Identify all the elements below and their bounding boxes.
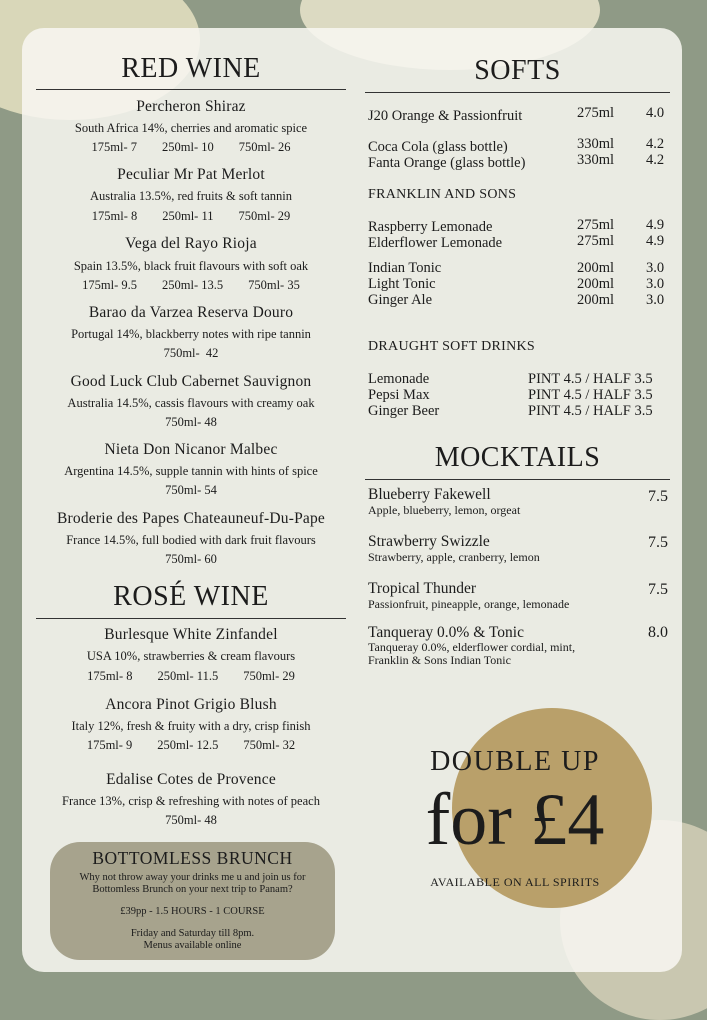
wine-description: Portugal 14%, blackberry notes with ripe tannin [71, 327, 311, 341]
wine-prices: 175ml- 7 250ml- 10 750ml- 26 [91, 140, 291, 154]
wine-description: Australia 14.5%, cassis flavours with creamy oak [67, 396, 315, 410]
brunch-price: £39pp - 1.5 HOURS - 1 COURSE [120, 906, 265, 917]
wine-description: USA 10%, strawberries & cream flavours [86, 649, 296, 663]
mocktail-name: Blueberry Fakewell [368, 486, 491, 503]
soft-drink-size: 200ml [577, 260, 615, 276]
draught-heading: DRAUGHT SOFT DRINKS [368, 339, 535, 354]
soft-drink-price: 3.0 [646, 260, 665, 276]
mocktail-price: 7.5 [648, 534, 668, 551]
wine-description: Australia 13.5%, red fruits & soft tannin [89, 189, 293, 203]
soft-drink-price: 3.0 [646, 292, 665, 308]
red-wine-heading: RED WINE [121, 53, 261, 84]
mocktail-name: Tanqueray 0.0% & Tonic [368, 624, 524, 641]
soft-drink-size: 275ml [577, 105, 615, 121]
wine-prices: 750ml- 48 [165, 813, 217, 827]
soft-drink-price: 4.9 [646, 233, 665, 249]
franklin-heading: FRANKLIN AND SONS [368, 187, 517, 202]
soft-drink-size: 200ml [577, 292, 615, 308]
wine-name: Percheron Shiraz [136, 98, 246, 115]
mocktail-name: Strawberry Swizzle [368, 533, 490, 550]
wine-name: Vega del Rayo Rioja [125, 235, 257, 252]
wine-description: France 13%, crisp & refreshing with notes of peach [62, 794, 320, 808]
softs-heading: SOFTS [474, 55, 561, 86]
wine-description: Argentina 14.5%, supple tannin with hints of spice [64, 464, 318, 478]
wine-name: Good Luck Club Cabernet Sauvignon [70, 373, 312, 390]
divider [36, 618, 346, 619]
brunch-title: BOTTOMLESS BRUNCH [92, 848, 293, 868]
soft-drink-size: 275ml [577, 233, 615, 249]
draught-drink-price: PINT 4.5 / HALF 3.5 [528, 387, 653, 403]
mocktail-description: Strawberry, apple, cranberry, lemon [368, 550, 540, 564]
draught-drink-name: Ginger Beer [368, 403, 440, 419]
soft-drink-name: Fanta Orange (glass bottle) [368, 155, 526, 171]
wine-description: Spain 13.5%, black fruit flavours with soft oak [73, 259, 309, 273]
wine-name: Barao da Varzea Reserva Douro [88, 304, 294, 321]
promo-title: DOUBLE UP [430, 746, 600, 777]
wine-name: Peculiar Mr Pat Merlot [117, 166, 265, 183]
draught-drink-price: PINT 4.5 / HALF 3.5 [528, 403, 653, 419]
draught-drink-name: Lemonade [368, 371, 430, 387]
mocktail-price: 7.5 [648, 581, 668, 598]
soft-drink-price: 4.0 [646, 105, 665, 121]
divider [365, 479, 670, 480]
wine-name: Broderie des Papes Chateauneuf-Du-Pape [57, 510, 325, 527]
brunch-days: Friday and Saturday till 8pm. [130, 928, 255, 939]
wine-prices: 750ml- 42 [163, 346, 219, 360]
brunch-menus: Menus available online [143, 940, 242, 951]
soft-drink-name: Ginger Ale [368, 292, 433, 308]
soft-drink-price: 4.2 [646, 136, 665, 152]
brunch-text: Bottomless Brunch on your next trip to Panam? [92, 884, 293, 895]
mocktails-heading: MOCKTAILS [434, 442, 601, 473]
wine-prices: 175ml- 8 250ml- 11 750ml- 29 [91, 209, 291, 223]
wine-description: France 14.5%, full bodied with dark fruit flavours [66, 533, 316, 547]
wine-prices: 750ml- 60 [165, 552, 217, 566]
soft-drink-name: Indian Tonic [368, 260, 442, 276]
mocktail-price: 8.0 [648, 624, 668, 641]
wine-prices: 175ml- 9 250ml- 12.5 750ml- 32 [86, 738, 296, 752]
rose-wine-heading: ROSÉ WINE [113, 581, 269, 612]
soft-drink-name: Elderflower Lemonade [368, 235, 503, 251]
soft-drink-name: Coca Cola (glass bottle) [368, 139, 508, 155]
mocktail-description: Apple, blueberry, lemon, orgeat [368, 503, 521, 517]
soft-drink-price: 4.2 [646, 152, 665, 168]
soft-drink-size: 330ml [577, 136, 615, 152]
wine-name: Nieta Don Nicanor Malbec [104, 441, 278, 458]
soft-drink-name: Light Tonic [368, 276, 436, 292]
soft-drink-name: J20 Orange & Passionfruit [368, 108, 523, 124]
wine-name: Burlesque White Zinfandel [104, 626, 278, 643]
divider [36, 89, 346, 90]
mocktail-price: 7.5 [648, 488, 668, 505]
soft-drink-price: 3.0 [646, 276, 665, 292]
wine-prices: 175ml- 8 250ml- 11.5 750ml- 29 [87, 669, 295, 683]
wine-name: Ancora Pinot Grigio Blush [105, 696, 277, 713]
wine-prices: 750ml- 48 [165, 415, 217, 429]
draught-drink-price: PINT 4.5 / HALF 3.5 [528, 371, 653, 387]
mocktail-description: Tanqueray 0.0%, elderflower cordial, mint, [368, 640, 576, 654]
promo-subtitle: AVAILABLE ON ALL SPIRITS [430, 875, 600, 889]
soft-drink-size: 275ml [577, 217, 615, 233]
wine-prices: 175ml- 9.5 250ml- 13.5 750ml- 35 [82, 278, 300, 292]
brunch-text: Why not throw away your drinks me u and join us for [79, 872, 306, 883]
wine-prices: 750ml- 54 [165, 483, 217, 497]
wine-name: Edalise Cotes de Provence [106, 771, 276, 788]
soft-drink-price: 4.9 [646, 217, 665, 233]
mocktail-description: Passionfruit, pineapple, orange, lemonade [368, 597, 570, 611]
mocktail-name: Tropical Thunder [368, 580, 477, 597]
divider [365, 92, 670, 93]
soft-drink-name: Raspberry Lemonade [368, 219, 493, 235]
soft-drink-size: 200ml [577, 276, 615, 292]
wine-description: South Africa 14%, cherries and aromatic spice [74, 121, 308, 135]
promo-price: for £4 [425, 779, 605, 861]
draught-drink-name: Pepsi Max [368, 387, 430, 403]
wine-description: Italy 12%, fresh & fruity with a dry, crisp finish [71, 719, 311, 733]
mocktail-description: Franklin & Sons Indian Tonic [368, 653, 511, 667]
bottomless-brunch-panel [50, 842, 335, 960]
soft-drink-size: 330ml [577, 152, 615, 168]
